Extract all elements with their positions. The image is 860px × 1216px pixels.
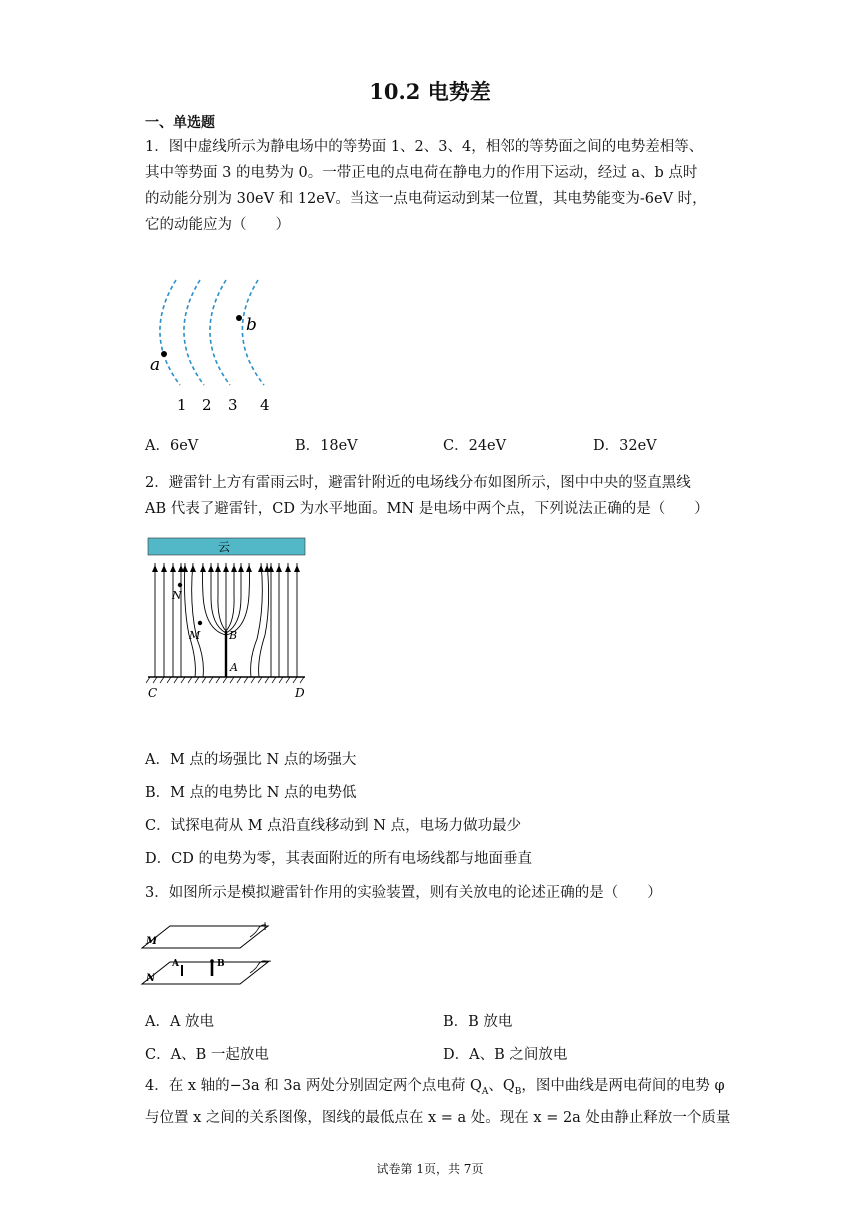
- question-4-text: [145, 1073, 731, 1131]
- q2-line-2: AB 代表了避雷针，CD 为水平地面。MN 是电场中两个点，下列说法正确的是（ ）: [145, 501, 709, 517]
- q2-option-c[interactable]: C．试探电荷从 M 点沿直线移动到 N 点，电场力做功最少: [145, 818, 522, 834]
- q4-line-2: 与位置 x 之间的关系图像，图线的最低点在 x = a 处。现在 x = 2a 处由静止释放一个质量: [145, 1109, 731, 1126]
- plate-m-label: M: [146, 936, 158, 947]
- point-n-label: N: [172, 589, 182, 602]
- q3-experiment-figure: [140, 918, 280, 992]
- surface-2-label: 2: [202, 396, 212, 414]
- point-d-label: D: [295, 686, 305, 700]
- point-a-label: a: [150, 355, 161, 375]
- q1-option-c[interactable]: C．24eV: [443, 438, 507, 454]
- q4-line-1: [145, 1073, 725, 1105]
- q1-line-3: 的动能分别为 30eV 和 12eV。当这一点电荷运动到某一位置，其电势能变为-6eV 时，: [145, 191, 707, 207]
- surface-3-label: 3: [228, 396, 238, 414]
- q2-option-d[interactable]: D．CD 的电势为零，其表面附近的所有电场线都与地面垂直: [145, 851, 532, 867]
- point-c-label: C: [148, 686, 158, 700]
- cloud-label: 云: [218, 540, 231, 554]
- equipotential-3: [210, 280, 230, 385]
- point-b-label: B: [229, 629, 238, 642]
- minus-sign: −: [262, 954, 273, 968]
- equipotential-2: [184, 280, 204, 385]
- q1-equipotential-figure: [140, 270, 290, 420]
- question-3-text: [145, 880, 715, 906]
- rod-a-label: A: [172, 959, 179, 969]
- point-b-label: b: [246, 315, 257, 335]
- surface-1-label: 1: [177, 396, 187, 414]
- point-b-dot: [236, 315, 242, 321]
- q2-lightning-rod-figure: [145, 535, 310, 705]
- q2-line-1: 2．避雷针上方有雷雨云时，避雷针附近的电场线分布如图所示，图中中央的竖直黑线: [145, 475, 691, 491]
- q3-line-1: 3．如图所示是模拟避雷针作用的实验装置，则有关放电的论述正确的是（ ）: [145, 885, 662, 901]
- plate-n: [142, 962, 268, 984]
- rod-b-label: B: [217, 959, 225, 969]
- plate-n-label: N: [146, 973, 156, 984]
- q2-option-a[interactable]: A．M 点的场强比 N 点的场强大: [145, 752, 357, 768]
- q3-option-d[interactable]: D．A、B 之间放电: [443, 1047, 568, 1063]
- q1-line-2: 其中等势面 3 的电势为 0。一带正电的点电荷在静电力的作用下运动，经过 a、b 点时: [145, 165, 698, 181]
- plate-m: [142, 926, 268, 948]
- q4-text-b: 、Q: [488, 1078, 515, 1094]
- q1-option-a[interactable]: A．6eV: [145, 438, 199, 454]
- point-m-label: M: [189, 629, 201, 642]
- plus-sign: +: [260, 919, 271, 933]
- point-n-dot: [178, 583, 182, 587]
- page-footer: 试卷第 1页，共 7页: [376, 1162, 484, 1176]
- q1-option-b[interactable]: B．18eV: [295, 438, 358, 454]
- q4-text-a: 4．在 x 轴的−3a 和 3a 两处分别固定两个点电荷 Q: [145, 1078, 482, 1094]
- q1-line-4: 它的动能应为（ ）: [145, 217, 290, 233]
- question-1-text: [145, 134, 715, 238]
- q2-option-b[interactable]: B．M 点的电势比 N 点的电势低: [145, 785, 357, 801]
- q3-option-a[interactable]: A．A 放电: [145, 1014, 215, 1030]
- rod-b-tip: [210, 959, 214, 963]
- q3-option-c[interactable]: C．A、B 一起放电: [145, 1047, 269, 1063]
- q4-sub-b: B: [514, 1086, 522, 1097]
- q4-sub-a: A: [481, 1086, 489, 1097]
- q1-line-1: 1．图中虚线所示为静电场中的等势面 1、2、3、4，相邻的等势面之间的电势差相等、: [145, 139, 704, 155]
- point-m-dot: [198, 621, 202, 625]
- point-a-label: A: [230, 661, 238, 674]
- q4-text-c: ，图中曲线是两电荷间的电势 φ: [521, 1078, 725, 1094]
- point-a-dot: [161, 351, 167, 357]
- question-2-text: [145, 470, 715, 522]
- q3-option-b[interactable]: B．B 放电: [443, 1014, 513, 1030]
- page-title: 10.2 电势差: [369, 79, 491, 104]
- section-heading: 一、单选题: [145, 115, 215, 131]
- q1-option-d[interactable]: D．32eV: [593, 438, 657, 454]
- surface-4-label: 4: [260, 396, 270, 414]
- equipotential-1: [160, 280, 180, 385]
